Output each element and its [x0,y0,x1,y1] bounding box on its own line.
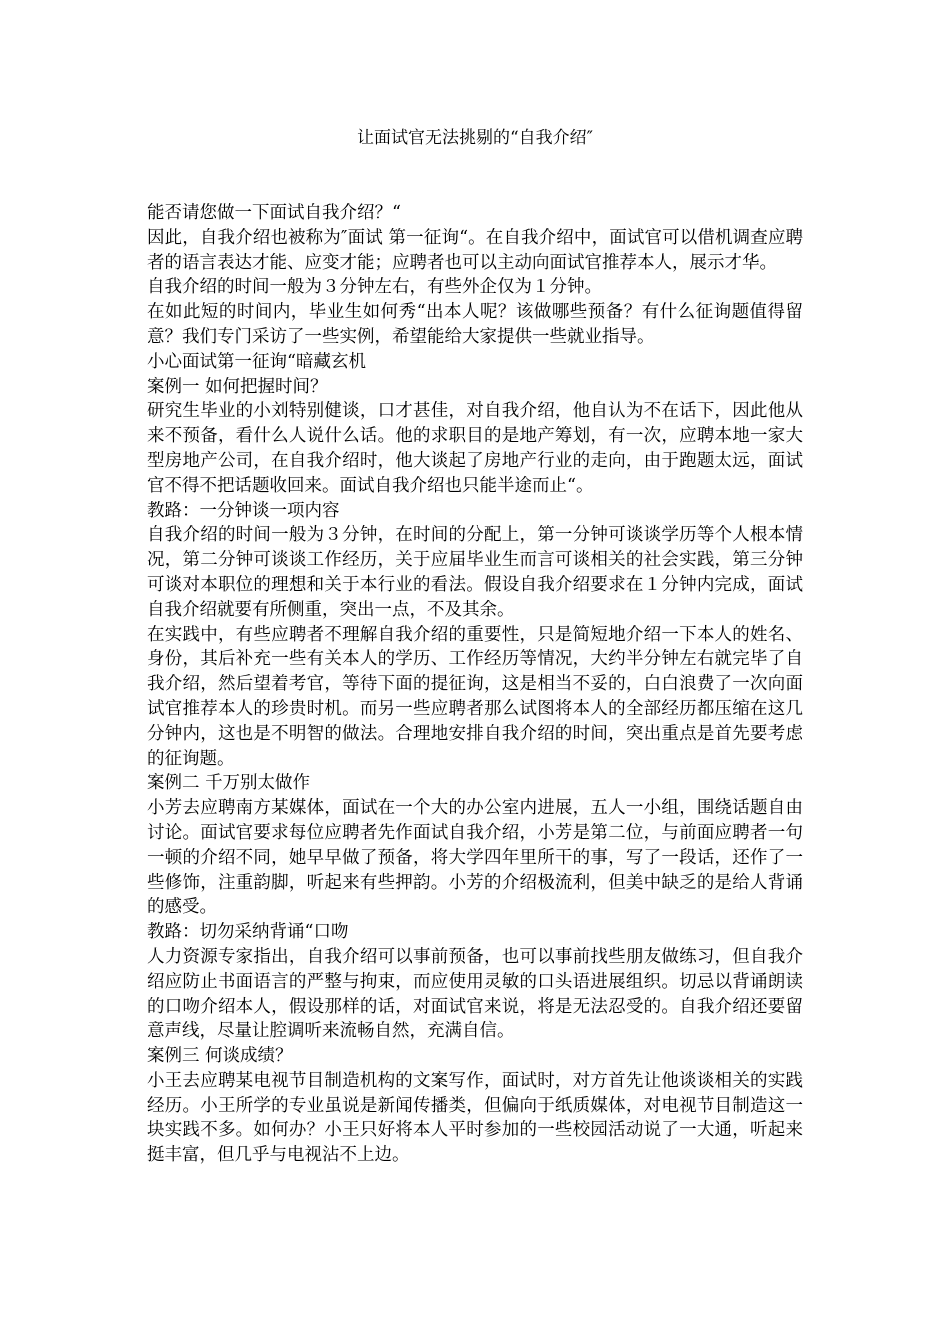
document-body [147,201,803,1168]
tip-2-text: 人力资源专家指出，自我介绍可以事前预备，也可以事前找些朋友做练习，但自我介绍应防止书面语言的严整与拘束，而应使用灵敏的口头语进展组织。切忌以背诵朗读的口吻介绍本人，假设那样的话，对面试官来说，将是无法忍受的。自我介绍还要留意声线，尽量让腔调听来流畅自然，充满自信。 [147,946,803,1042]
case-heading-1: 案例一 如何把握时间？ [147,376,328,397]
tip-heading-1: 教路：一分钟谈一项内容 [147,500,340,521]
page-title: 让面试官无法挑剔的“自我介绍″ [356,128,594,148]
tip-1-text-continued: 在实践中，有些应聘者不理解自我介绍的重要性，只是简短地介绍一下本人的姓名、身份，其后补充一些有关本人的学历、工作经历等情况，大约半分钟左右就完毕了自我介绍，然后望着考官，等待下面的提征询，这是相当不妥的，白白浪费了一次向面试官推荐本人的珍贵时机。而另一些应聘者那么试图将本人的全部经历都压缩在这几分钟内，这也是不明智的做法。合理地安排自我介绍的时间，突出重点是首先要考虑的征询题。 [147,624,803,769]
case-2-text: 小芳去应聘南方某媒体，面试在一个大的办公室内进展，五人一小组，围绕话题自由讨论。面试官要求每位应聘者先作面试自我介绍，小芳是第二位，与前面应聘者一句一顿的介绍不同，她早早做了预备，将大学四年里所干的事，写了一段话，还作了一些修饰，注重韵脚，听起来有些押韵。小芳的介绍极流利，但美中缺乏的是给人背诵的感受。 [147,798,803,918]
paragraph-time-length: 自我介绍的时间一般为３分钟左右，有些外企仅为１分钟。 [147,277,602,298]
section-heading-hidden-mystery: 小心面试第一征询“暗藏玄机 [147,351,366,372]
case-3-text: 小王去应聘某电视节目制造机构的文案写作，面试时，对方首先让他谈谈相关的实践经历。小王所学的专业虽说是新闻传播类，但偏向于纸质媒体，对电视节目制造这一块实践不多。如何办？小王只好将本人平时参加的一些校园活动说了一大通，听起来挺丰富，但几乎与电视沾不上边。 [147,1070,803,1166]
case-heading-2: 案例二 千万别太做作 [147,773,311,794]
paragraph-intro-question: 能否请您做一下面试自我介绍？“ [147,203,401,223]
tip-heading-2: 教路：切勿采纳背诵“口吻 [147,922,349,943]
paragraph-how-to-prepare: 在如此短的时间内，毕业生如何秀“出本人呢？该做哪些预备？有什么征询题值得留意？我们专门采访了一些实例，希望能给大家提供一些就业指导。 [147,302,803,347]
tip-1-text: 自我介绍的时间一般为３分钟，在时间的分配上，第一分钟可谈谈学历等个人根本情况，第二分钟可谈谈工作经历，关于应届毕业生而言可谈相关的社会实践，第三分钟可谈对本职位的理想和关于本行业的看法。假设自我介绍要求在１分钟内完成，面试自我介绍就要有所侧重，突出一点，不及其余。 [147,525,803,620]
case-heading-3: 案例三 何谈成绩？ [147,1046,293,1067]
case-1-text: 研究生毕业的小刘特别健谈，口才甚佳，对自我介绍，他自认为不在话下，因此他从来不预备，看什么人说什么话。他的求职目的是地产筹划，有一次，应聘本地一家大型房地产公司，在自我介绍时，他大谈起了房地产行业的走向，由于跑题太远，面试官不得不把话题收回来。面试自我介绍也只能半途而止“。 [147,401,803,496]
paragraph-first-question: 因此，自我介绍也被称为″面试 第一征询“。在自我介绍中，面试官可以借机调查应聘者的语言表达才能、应变才能；应聘者也可以主动向面试官推荐本人，展示才华。 [147,227,803,273]
